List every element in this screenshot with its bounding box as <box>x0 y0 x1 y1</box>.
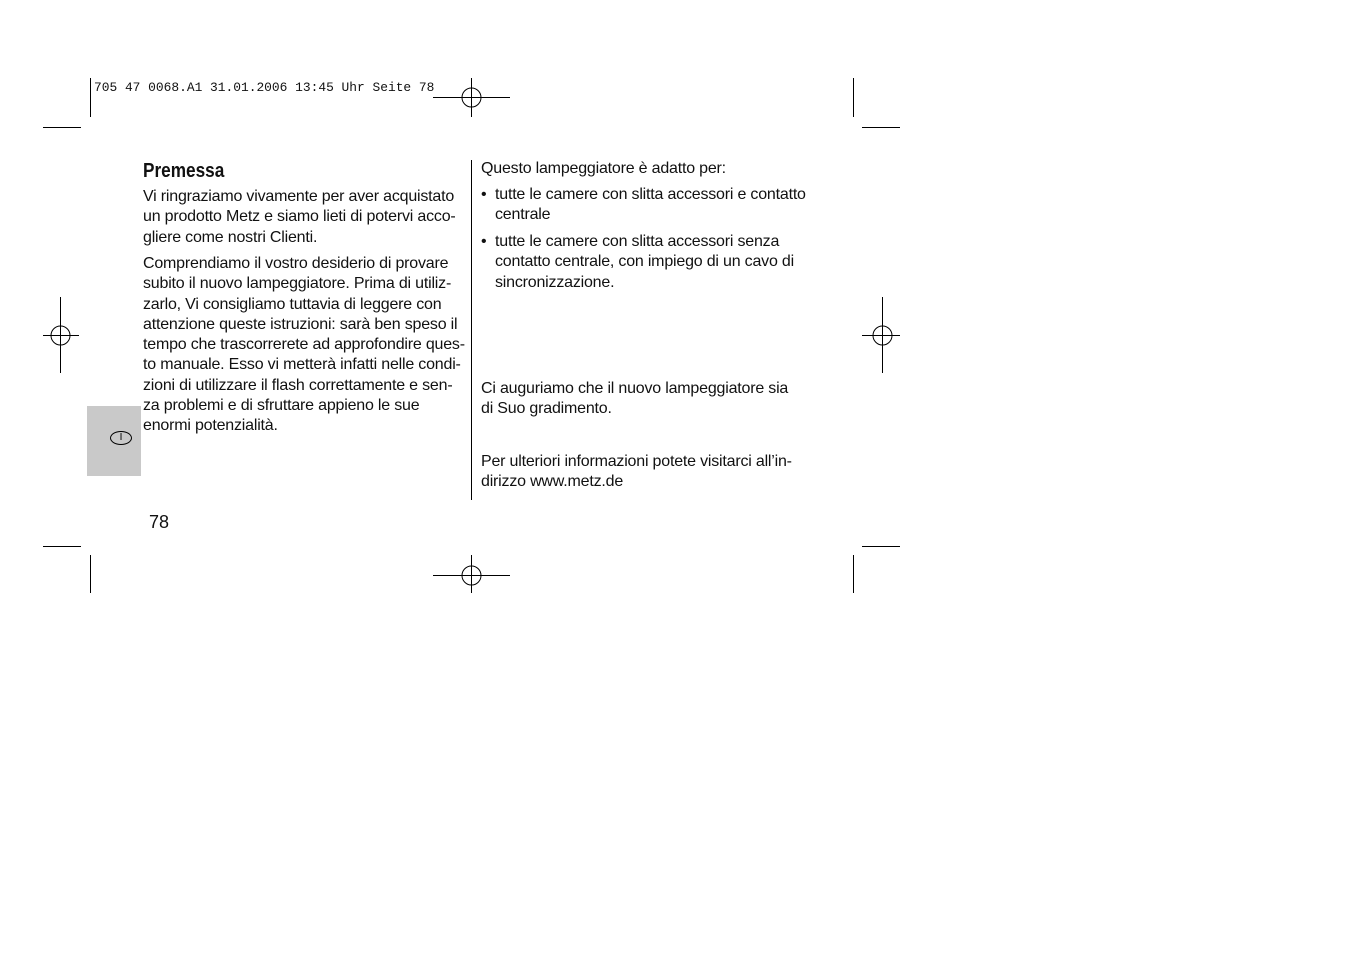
text-line: centrale <box>495 206 551 224</box>
text-line: zioni di utilizzare il flash correttamente e sen- <box>143 376 453 394</box>
crop-mark-bottom-right <box>854 547 901 594</box>
text-line: to manuale. Esso vi metterà infatti nelle condi- <box>143 356 461 374</box>
paragraph-thanks <box>143 187 456 248</box>
text-line: zarlo, Vi consigliamo tuttavia di leggere con <box>143 295 442 313</box>
text-line: Vi ringraziamo vivamente per aver acquistato <box>143 188 455 205</box>
paragraph-read-instructions <box>143 254 465 437</box>
text-line: tutte le camere con slitta accessori e contatto <box>495 186 806 203</box>
registration-mark-right <box>862 297 900 373</box>
bullet-item-sync-cable <box>481 232 794 293</box>
text-line: attenzione queste istruzioni: sarà ben speso il <box>143 315 458 333</box>
text-line: enormi potenzialità. <box>143 417 278 435</box>
text-line: dirizzo www.metz.de <box>481 473 624 491</box>
text-line: Ci auguriamo che il nuovo lampeggiatore sia <box>481 380 789 397</box>
bullet-item-central-contact <box>481 185 806 226</box>
bullet-glyph: • <box>481 186 487 203</box>
text-line: tempo che trascorrerete ad approfondire ques- <box>143 336 465 354</box>
paragraph-more-info <box>481 452 792 493</box>
text-line: sincronizzazione. <box>495 273 615 291</box>
text-line: contatto centrale, con impiego di un cavo di <box>495 253 794 271</box>
section-title: Premessa <box>143 160 225 182</box>
crop-mark-bottom-left <box>43 547 91 594</box>
paragraph-closing <box>481 379 788 420</box>
language-tab <box>87 406 141 476</box>
crop-mark-top-right <box>854 78 901 128</box>
text-line: tutte le camere con slitta accessori senza <box>495 233 780 250</box>
crop-mark-top-left <box>43 78 91 128</box>
registration-mark-top <box>433 78 510 117</box>
text-line: Per ulteriori informazioni potete visitarci all’in- <box>481 453 792 470</box>
text-line: subito il nuovo lampeggiatore. Prima di utiliz- <box>143 275 452 293</box>
language-badge: I <box>110 431 132 445</box>
compatibility-intro <box>481 159 726 179</box>
column-divider <box>471 160 472 500</box>
bullet-text <box>481 232 794 293</box>
text-line: Comprendiamo il vostro desiderio di provare <box>143 255 449 272</box>
page-number: 78 <box>149 512 170 532</box>
bullet-glyph: • <box>481 233 487 250</box>
text-line: un prodotto Metz e siamo lieti di potervi acco- <box>143 208 456 226</box>
registration-mark-left <box>43 297 79 373</box>
print-slug: 705 47 0068.A1 31.01.2006 13:45 Uhr Seite 78 <box>94 80 435 95</box>
text-line: di Suo gradimento. <box>481 400 612 418</box>
text-line: Questo lampeggiatore è adatto per: <box>481 160 726 177</box>
registration-mark-bottom <box>433 555 510 593</box>
bullet-text <box>481 185 806 226</box>
text-line: gliere come nostri Clienti. <box>143 228 318 246</box>
text-line: za problemi e di sfruttare appieno le sue <box>143 397 420 415</box>
